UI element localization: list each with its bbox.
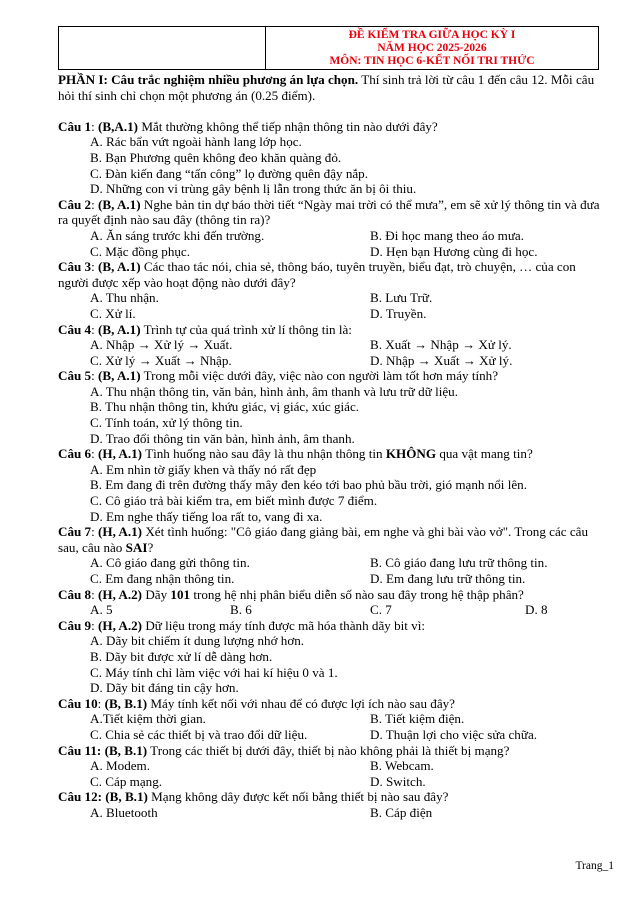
question-code: (B, B.1) (104, 695, 148, 711)
question-label: Câu 12: (58, 789, 103, 805)
option-a: A. Cô giáo đang gửi thông tin. (90, 555, 250, 571)
question-label: Câu 8 (58, 586, 92, 602)
options-row (58, 727, 603, 743)
subject-line: MÔN: TIN HỌC 6-KẾT NỐI TRI THỨC (329, 55, 535, 67)
header-table (58, 26, 599, 70)
section-intro (58, 72, 603, 103)
option-d: D. Truyền. (370, 305, 427, 321)
options-row (58, 774, 603, 790)
question-text: Dữ liệu trong máy tính được mã hóa thành dãy bit vì: (142, 617, 425, 633)
emphasis-text: SAI (125, 539, 148, 555)
option-d: D. Switch. (370, 773, 426, 789)
option-c: C. Em đang nhận thông tin. (90, 571, 235, 586)
option-c: C. 7 (370, 602, 392, 618)
options-row (58, 711, 603, 727)
emphasis-text: 101 (170, 586, 191, 602)
option-a: A. Bluetooth (90, 804, 158, 820)
question-code: (B,A.1) (98, 118, 139, 134)
question-text-end: qua vật mang tin? (436, 446, 533, 462)
option-a: A. Nhập → Xử lý → Xuất. (90, 337, 233, 353)
question-5: Câu 5: (B, A.1) Trong mỗi việc dưới đây, việc nào con người làm tốt hơn máy tính? (58, 368, 499, 384)
question-text-end: trong hệ nhị phân biểu diễn số nào sau đây trong hệ thập phân? (190, 586, 524, 602)
option-b: B. Xuất → Nhập → Xử lý. (370, 337, 512, 353)
option-c: C. Cáp mạng. (90, 773, 163, 789)
question-12 (58, 789, 603, 805)
option-d: D. Em nghe thấy tiếng loa rất to, vang đi xa. (90, 508, 323, 524)
options-row (58, 555, 603, 571)
question-text: Trình tự của quá trình xử lí thông tin là: (140, 321, 352, 337)
option-b: B. Cáp điện (370, 804, 433, 820)
option-b: B. Cô giáo đang lưu trữ thông tin. (370, 555, 548, 571)
option-b: B. Đi học mang theo áo mưa. (370, 227, 525, 243)
question-label: Câu 10 (58, 695, 98, 711)
option-d: D. Những con vi trùng gây bệnh lị lẫn trong thức ăn bị ôi thiu. (90, 181, 417, 197)
option-d: D. Hẹn bạn Hương cùng đi học. (370, 243, 538, 259)
question-code: (H, A.1) (98, 524, 143, 540)
question-text: Mạng không dây được kết nối bằng thiết bị nào sau đây? (147, 789, 449, 805)
question-3: Câu 3: (B, A.1) Các thao tác nói, chia sẻ, thông báo, tuyên truyền, biểu đạt, trò chuyện, … của con người được xếp vào hoạt động nào dưới đây? (58, 259, 576, 290)
question-text: Máy tính kết nối với nhau để có được lợi ích nào sau đây? (147, 695, 455, 711)
question-label: Câu 2 (58, 196, 92, 212)
question-label: Câu 4 (58, 321, 92, 337)
question-code: (H, A.2) (98, 617, 143, 633)
option-a: A. Modem. (90, 758, 151, 774)
option-d: D. Thuận lợi cho việc sửa chữa. (370, 726, 538, 742)
question-1: Câu 1: (B,A.1) Mắt thường không thể tiếp nhận thông tin nào dưới đây? (58, 118, 438, 134)
option-a: A.Tiết kiệm thời gian. (90, 711, 206, 727)
option-d: D. 8 (525, 602, 548, 618)
option-c: C. Cô giáo trả bài kiểm tra, em biết mình được 7 điểm. (90, 493, 378, 509)
question-text-end: ? (147, 539, 154, 555)
option-b: B. 6 (230, 602, 252, 618)
option-b: B. Em đang đi trên đường thấy mây đen kéo tới bao phủ bầu trời, gió mạnh nổi lên. (90, 477, 527, 493)
option-a: A. Ăn sáng trước khi đến trường. (90, 227, 265, 243)
options-row (58, 337, 603, 353)
question-text: Dãy (142, 586, 171, 602)
emphasis-text: KHÔNG (385, 446, 437, 462)
question-2: Câu 2: (B, A.1) Nghe bản tin dự báo thời tiết “Ngày mai trời có thể mưa”, em sẽ xử lý thông tin và đưa ra quyết định nào sau đây (thông tin ra)? (58, 196, 600, 228)
question-label: Câu 3 (58, 259, 92, 275)
option-d: D. Trao đổi thông tin văn bản, hình ảnh, âm thanh. (90, 430, 355, 446)
options-row (58, 306, 603, 322)
question-label: Câu 9 (58, 617, 92, 633)
option-a: A. Thu nhận thông tin, văn bản, hình ảnh, âm thanh và lưu trữ dữ liệu. (90, 383, 458, 399)
question-label: Câu 5 (58, 368, 92, 384)
option-c: C. Chia sẻ các thiết bị và trao đổi dữ liệu. (90, 726, 308, 742)
question-7: Câu 7: (H, A.1) Xét tình huống: "Cô giáo đang giảng bài, em nghe và ghi bài vào vở". Trong các câu sau, câu nào SAI? (58, 524, 589, 555)
question-text: Nghe bản tin dự báo thời tiết “Ngày mai trời có thể mưa”, em sẽ xử lý thông tin và đưa ra quyết định nào sau đây (thông tin ra)? (58, 196, 600, 228)
options-row (58, 602, 603, 618)
school-year: NĂM HỌC 2025-2026 (377, 42, 487, 54)
question-code: (H, A.1) (98, 446, 143, 462)
question-code: (B, A.1) (98, 259, 141, 275)
options-row (58, 228, 603, 244)
question-code: (B, A.1) (98, 196, 141, 212)
options-row (58, 758, 603, 774)
option-b: B. Dãy bit được xử lí dễ dàng hơn. (90, 648, 273, 664)
option-d: D. Nhập → Xuất → Xử lý. (370, 352, 513, 368)
option-b: B. Bạn Phương quên không đeo khăn quàng đỏ. (90, 149, 342, 165)
options-row (58, 244, 603, 260)
question-10: Câu 10: (B, B.1) Máy tính kết nối với nhau để có được lợi ích nào sau đây? (58, 695, 455, 711)
option-d: D. Dãy bit đáng tin cậy hơn. (90, 680, 239, 696)
option-a: A. Rác bẩn vứt ngoài hành lang lớp học. (90, 134, 302, 150)
question-code: (B, B.1) (104, 742, 148, 758)
question-4: Câu 4: (B, A.1) Trình tự của quá trình xử lí thông tin là: (58, 321, 352, 337)
option-c: C. Xử lý → Xuất → Nhập. (90, 352, 232, 368)
page-number: Trang_1 (575, 860, 614, 872)
question-label: Câu 1 (58, 118, 92, 134)
header-right-cell (266, 27, 599, 70)
option-b: B. Lưu Trữ. (370, 290, 433, 306)
exam-title: ĐỀ KIỂM TRA GIỮA HỌC KỲ I (348, 29, 516, 41)
question-text: Mắt thường không thể tiếp nhận thông tin nào dưới đây? (138, 118, 438, 134)
option-c: C. Mặc đồng phục. (90, 243, 191, 259)
question-text: Trong mỗi việc dưới đây, việc nào con người làm tốt hơn máy tính? (140, 368, 499, 384)
question-text: Tình huống nào sau đây là thu nhận thông tin (142, 446, 386, 462)
question-code: (B, B.1) (105, 789, 148, 805)
option-c: C. Đàn kiến đang “tấn công” lọ đường quên đậy nắp. (90, 165, 369, 181)
question-label: Câu 7 (58, 524, 92, 540)
question-code: (B, A.1) (98, 368, 141, 384)
options-row (58, 571, 603, 587)
question-text: Xét tình huống: "Cô giáo đang giảng bài, em nghe và ghi bài vào vở". Trong các câu sau, câu nào (58, 524, 589, 555)
question-8: Câu 8: (H, A.2) Dãy 101 trong hệ nhị phân biểu diễn số nào sau đây trong hệ thập phân? (58, 586, 524, 602)
question-11 (58, 743, 603, 759)
option-a: A. Dãy bit chiếm ít dung lượng nhớ hơn. (90, 633, 305, 649)
question-9: Câu 9: (H, A.2) Dữ liệu trong máy tính được mã hóa thành dãy bit vì: (58, 617, 425, 633)
options-row (58, 353, 603, 369)
header-left-cell (59, 27, 266, 70)
question-text: Trong các thiết bị dưới đây, thiết bị nào không phải là thiết bị mạng? (147, 742, 510, 758)
section-title: PHẦN I: Câu trắc nghiệm nhiều phương án lựa chọn. (58, 72, 359, 87)
question-label: Câu 11: (58, 742, 102, 758)
question-code: (B, A.1) (98, 321, 141, 337)
option-c: C. Xử lí. (90, 305, 136, 321)
options-row (58, 805, 603, 821)
exam-content (58, 72, 603, 821)
option-a: A. Em nhìn tờ giấy khen và thấy nó rất đẹp (90, 461, 317, 477)
option-b: B. Webcam. (370, 758, 434, 774)
option-c: C. Máy tính chỉ làm việc với hai kí hiệu 0 và 1. (90, 664, 338, 680)
question-label: Câu 6 (58, 446, 92, 462)
options-row (58, 290, 603, 306)
option-b: B. Thu nhận thông tin, khứu giác, vị giác, xúc giác. (90, 399, 360, 415)
option-a: A. 5 (90, 602, 113, 618)
question-text: Các thao tác nói, chia sẻ, thông báo, tuyên truyền, biểu đạt, trò chuyện, … của con người được xếp vào hoạt động nào dưới đây? (58, 259, 576, 290)
question-code: (H, A.2) (98, 586, 143, 602)
option-d: D. Em đang lưu trữ thông tin. (370, 571, 526, 586)
option-b: B. Tiết kiệm điện. (370, 711, 465, 727)
question-6: Câu 6: (H, A.1) Tình huống nào sau đây là thu nhận thông tin KHÔNG qua vật mang tin? (58, 446, 533, 462)
option-a: A. Thu nhận. (90, 290, 159, 306)
section-instructions: Thí sinh trả lời từ câu 1 đến câu 12. Mỗi câu hỏi thí sinh chỉ chọn một phương án (0.25 điểm). (58, 72, 595, 103)
option-c: C. Tính toán, xử lý thông tin. (90, 415, 243, 431)
